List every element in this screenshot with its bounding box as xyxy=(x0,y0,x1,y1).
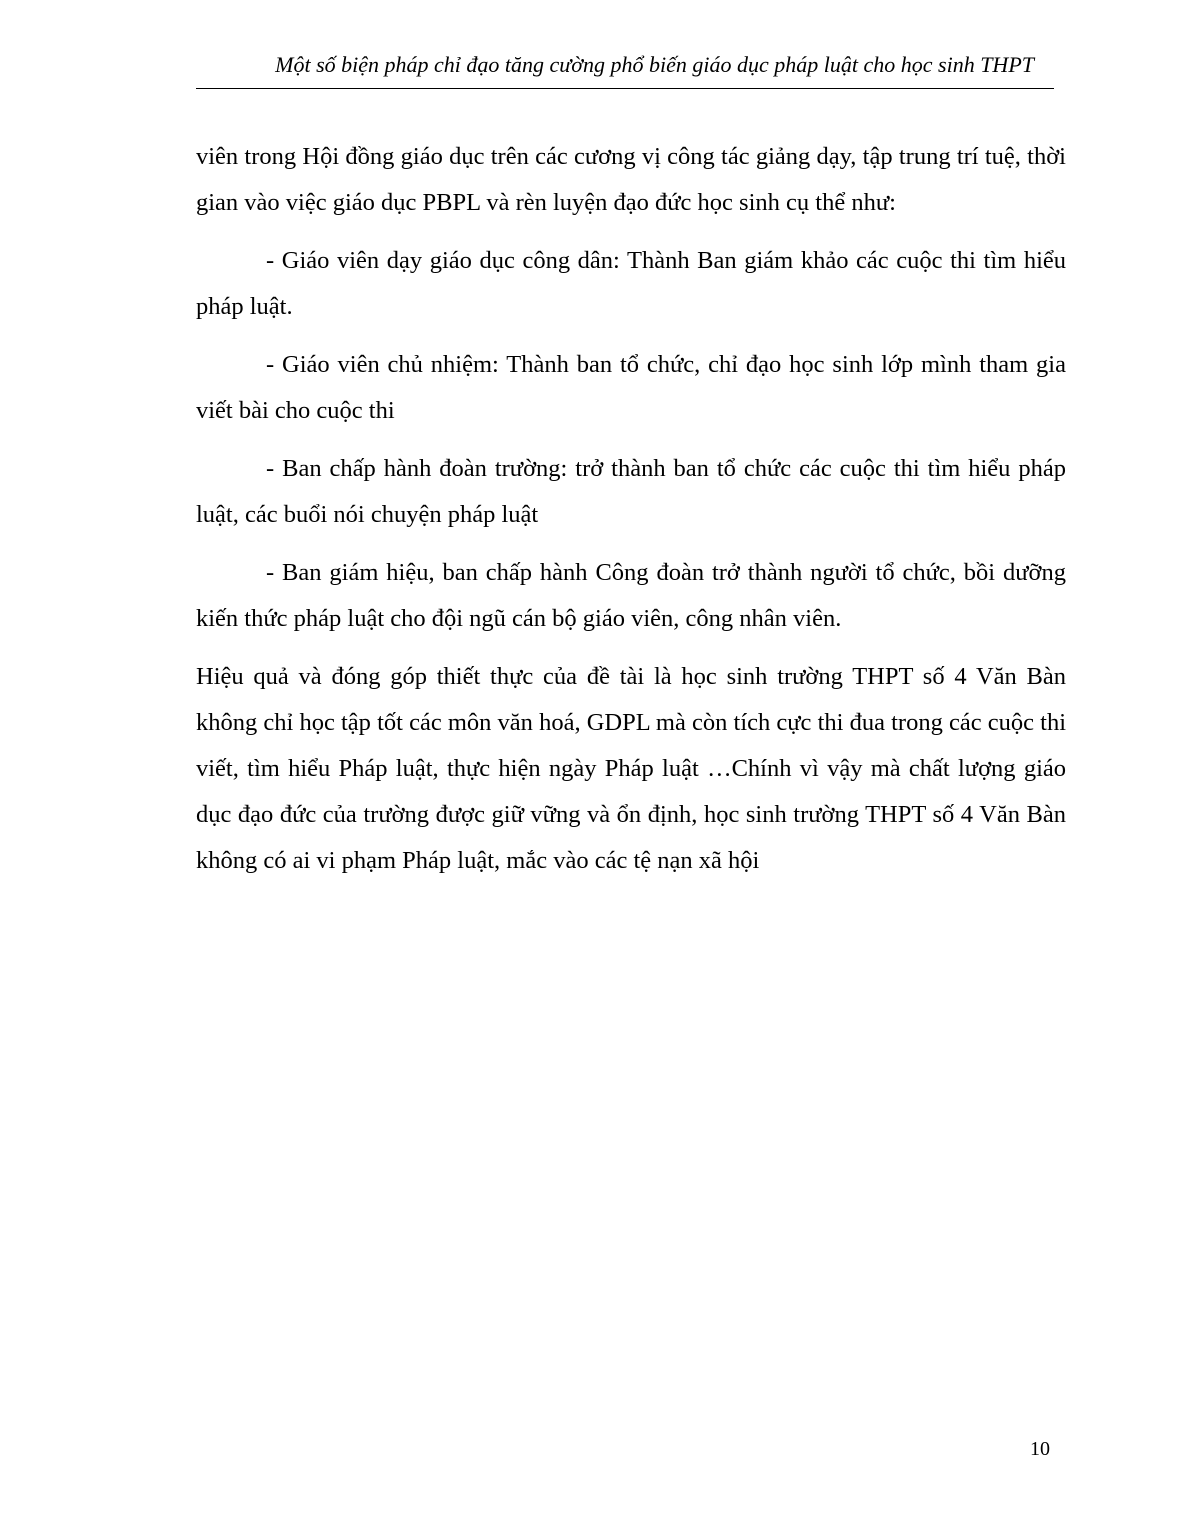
paragraph-youth-union: - Ban chấp hành đoàn trường: trở thành ban tổ chức các cuộc thi tìm hiểu pháp luật, các buổi nói chuyện pháp luật xyxy=(196,455,1066,528)
header-title: Một số biện pháp chỉ đạo tăng cường phổ biến giáo dục pháp luật cho học sinh THPT xyxy=(275,52,1034,77)
document-body xyxy=(196,134,1066,896)
paragraph-school-board: - Ban giám hiệu, ban chấp hành Công đoàn trở thành người tổ chức, bồi dưỡng kiến thức pháp luật cho đội ngũ cán bộ giáo viên, công nhân viên. xyxy=(196,559,1066,632)
paragraph-civics-teachers: - Giáo viên dạy giáo dục công dân: Thành Ban giám khảo các cuộc thi tìm hiểu pháp luật. xyxy=(196,247,1066,320)
page-number: 10 xyxy=(1030,1438,1050,1460)
paragraph-intro: viên trong Hội đồng giáo dục trên các cương vị công tác giảng dạy, tập trung trí tuệ, thời gian vào việc giáo dục PBPL và rèn luyện đạo đức học sinh cụ thể như: xyxy=(196,143,1066,216)
paragraph-homeroom-teachers: - Giáo viên chủ nhiệm: Thành ban tổ chức, chỉ đạo học sinh lớp mình tham gia viết bài cho cuộc thi xyxy=(196,351,1066,424)
page-header xyxy=(196,50,1054,89)
paragraph-effectiveness: Hiệu quả và đóng góp thiết thực của đề tài là học sinh trường THPT số 4 Văn Bàn không chỉ học tập tốt các môn văn hoá, GDPL mà còn tích cực thi đua trong các cuộc thi viết, tìm hiểu Pháp luật, thực hiện ngày Pháp luật …Chính vì vậy mà chất lượng giáo dục đạo đức của trường được giữ vững và ổn định, học sinh trường THPT số 4 Văn Bàn không có ai vi phạm Pháp luật, mắc vào các tệ nạn xã hội xyxy=(196,663,1066,874)
